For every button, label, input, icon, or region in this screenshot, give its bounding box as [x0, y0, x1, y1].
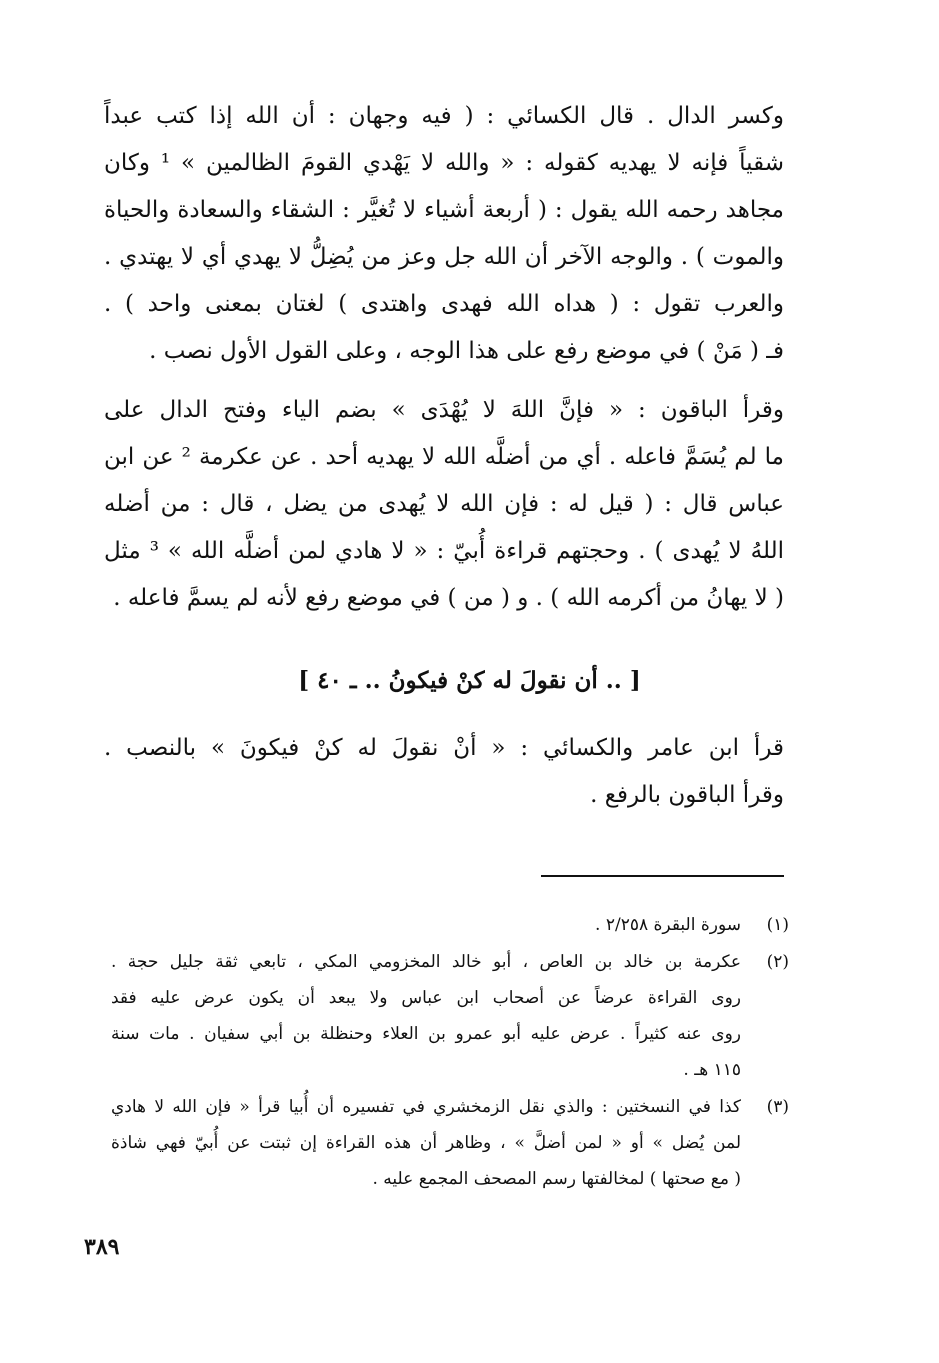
- footnote-3-line-3: ( مع صحتها ) لمخالفتها رسم المصحف المجمع عليه .: [372, 1169, 741, 1189]
- footnote-1-line-1: سورة البقرة ٢/٢٥٨ .: [595, 915, 741, 935]
- paragraph1-line-5: والعرب تقول : ( هداه الله فهدى واهتدى ) لغتان بمعنى واحد ) .: [104, 291, 784, 317]
- footnote-2-number: (٢): [766, 952, 789, 972]
- paragraph2-line-3: عباس قال : ( قيل له : فإن الله لا يُهدى من يضل ، قال : من أضله: [104, 491, 784, 517]
- paragraph1-line-6: فـ ( مَنْ ) في موضع رفع على هذا الوجه ، وعلى القول الأول نصب .: [149, 338, 784, 364]
- paragraph3-line-2: وقرأ الباقون بالرفع .: [590, 782, 784, 808]
- paragraph1-line-4: والموت ) . والوجه الآخر أن الله جل وعز من يُضِلُّ لا يهدي أي لا يهتدي .: [104, 244, 784, 270]
- footnote-1-number: (١): [766, 915, 789, 935]
- paragraph1-line-3: مجاهد رحمه الله يقول : ( أربعة أشياء لا تُغيَّر : الشقاء والسعادة والحياة: [104, 197, 785, 223]
- footnote-3-line-1: كذا في النسختين : والذي نقل الزمخشري في تفسيره أن أُبيا قرأ « فإن الله لا هادي: [111, 1097, 741, 1117]
- paragraph1-line-2: شقياً فإنه لا يهديه كقوله : « والله لا يَهْدي القومَ الظالمين » ¹ وكان: [104, 150, 784, 176]
- footnote-3-line-2: لمن يُضل » أو « لمن أضلَّ » ، وظاهر أن هذه القراءة إن ثبتت عن أُبيّ فهي شاذة: [111, 1133, 741, 1153]
- section-heading: [ .. أن نقولَ له كنْ فيكونُ .. ـ ٤٠ ]: [298, 667, 641, 694]
- footnote-2-line-4: ١١٥ هـ .: [683, 1060, 741, 1080]
- paragraph1-line-1: وكسر الدال . قال الكسائي : ( فيه وجهان : أن الله إذا كتب عبداً: [104, 103, 784, 129]
- paragraph2-line-4: اللهُ لا يُهدى ) . وحجتهم قراءة أُبيّ : « لا هادي لمن أضلَّه الله » ³ مثل: [104, 538, 784, 564]
- footnote-3-number: (٣): [766, 1097, 789, 1117]
- paragraph2-line-1: وقرأ الباقون : « فإنَّ اللهَ لا يُهْدَى » بضم الياء وفتح الدال على: [104, 397, 784, 423]
- footnote-2-line-2: روى القراءة عرضاً عن أصحاب ابن عباس ولا يبعد أن يكون عرض عليه فقد: [111, 988, 741, 1008]
- paragraph2-line-5: ( لا يهانُ من أكرمه الله ) . و ( من ) في موضع رفع لأنه لم يسمَّ فاعله .: [113, 585, 784, 611]
- footnote-separator: [541, 875, 784, 877]
- paragraph3-line-1: قرأ ابن عامر والكسائي : « أنْ نقولَ له كنْ فيكونَ » بالنصب .: [104, 735, 784, 761]
- footnote-2-line-1: عكرمة بن خالد بن العاص ، أبو خالد المخزومي المكي ، تابعي ثقة جليل حجة .: [111, 952, 741, 972]
- paragraph2-line-2: ما لم يُسَمَّ فاعله . أي من أضلَّه الله لا يهديه أحد . عن عكرمة ² عن ابن: [104, 444, 784, 470]
- page-number: ٣٨٩: [84, 1234, 120, 1260]
- footnote-2-line-3: روى عنه كثيراً . عرض عليه أبو عمرو بن العلاء وحنظلة بن أبي سفيان . مات سنة: [111, 1024, 741, 1044]
